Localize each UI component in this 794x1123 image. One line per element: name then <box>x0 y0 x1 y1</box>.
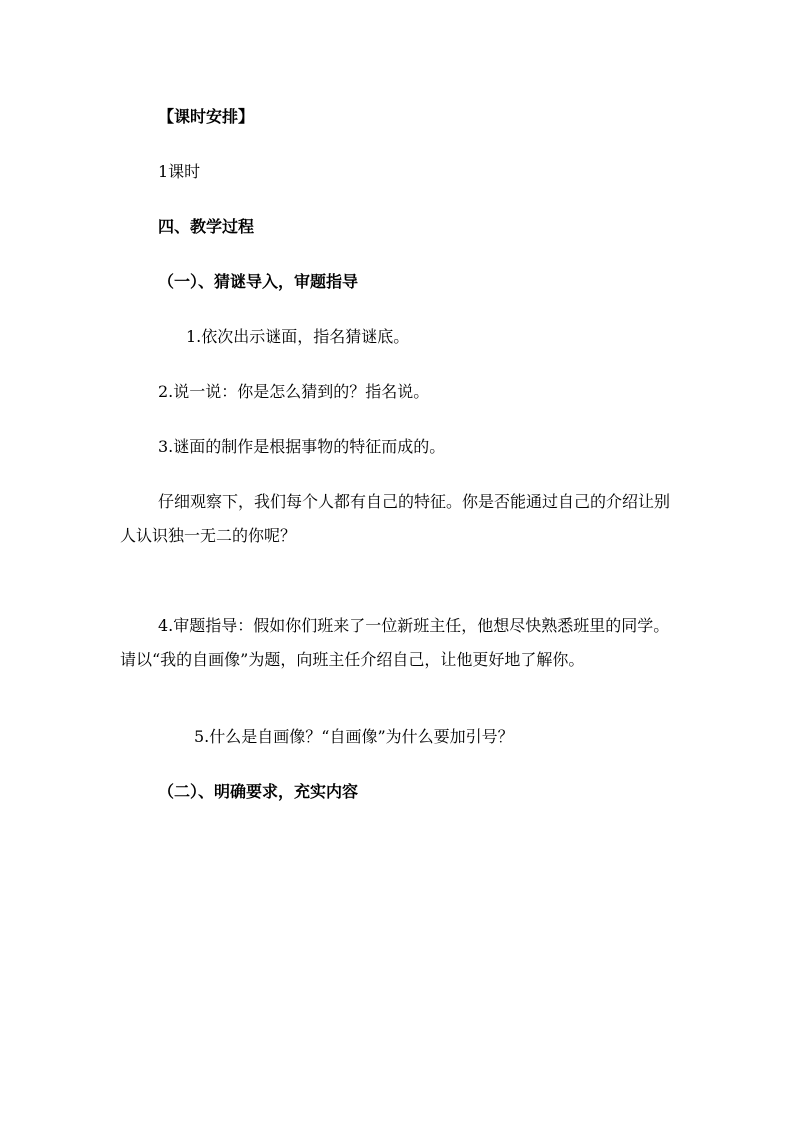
subsection-heading-requirements: （二）、明确要求，充实内容 <box>158 782 359 801</box>
paragraph-item-5: 5.什么是自画像？“自画像”为什么要加引号？ <box>194 727 514 746</box>
lesson-schedule-value: 1课时 <box>158 162 201 181</box>
paragraph-item-2: 2.说一说：你是怎么猜到的？指名说。 <box>158 382 430 401</box>
paragraph-item-4 <box>120 609 680 677</box>
section-heading-teaching-process: 四、教学过程 <box>158 217 255 236</box>
heading-lesson-schedule: 【课时安排】 <box>158 107 255 126</box>
paragraph-feature <box>120 485 680 553</box>
paragraph-item-3: 3.谜面的制作是根据事物的特征而成的。 <box>158 437 446 456</box>
paragraph-feature-text: 仔细观察下，我们每个人都有自己的特征。你是否能通过自己的介绍让别人认识独一无二的你呢？ <box>120 492 671 545</box>
subsection-heading-riddle-intro: （一）、猜谜导入，审题指导 <box>158 272 359 291</box>
paragraph-item-1: 1.依次出示谜面，指名猜谜底。 <box>186 327 410 346</box>
paragraph-item-4-text: 4.审题指导：假如你们班来了一位新班主任，他想尽快熟悉班里的同学。请以“我的自画像”为题，向班主任介绍自己，让他更好地了解你。 <box>120 616 670 669</box>
